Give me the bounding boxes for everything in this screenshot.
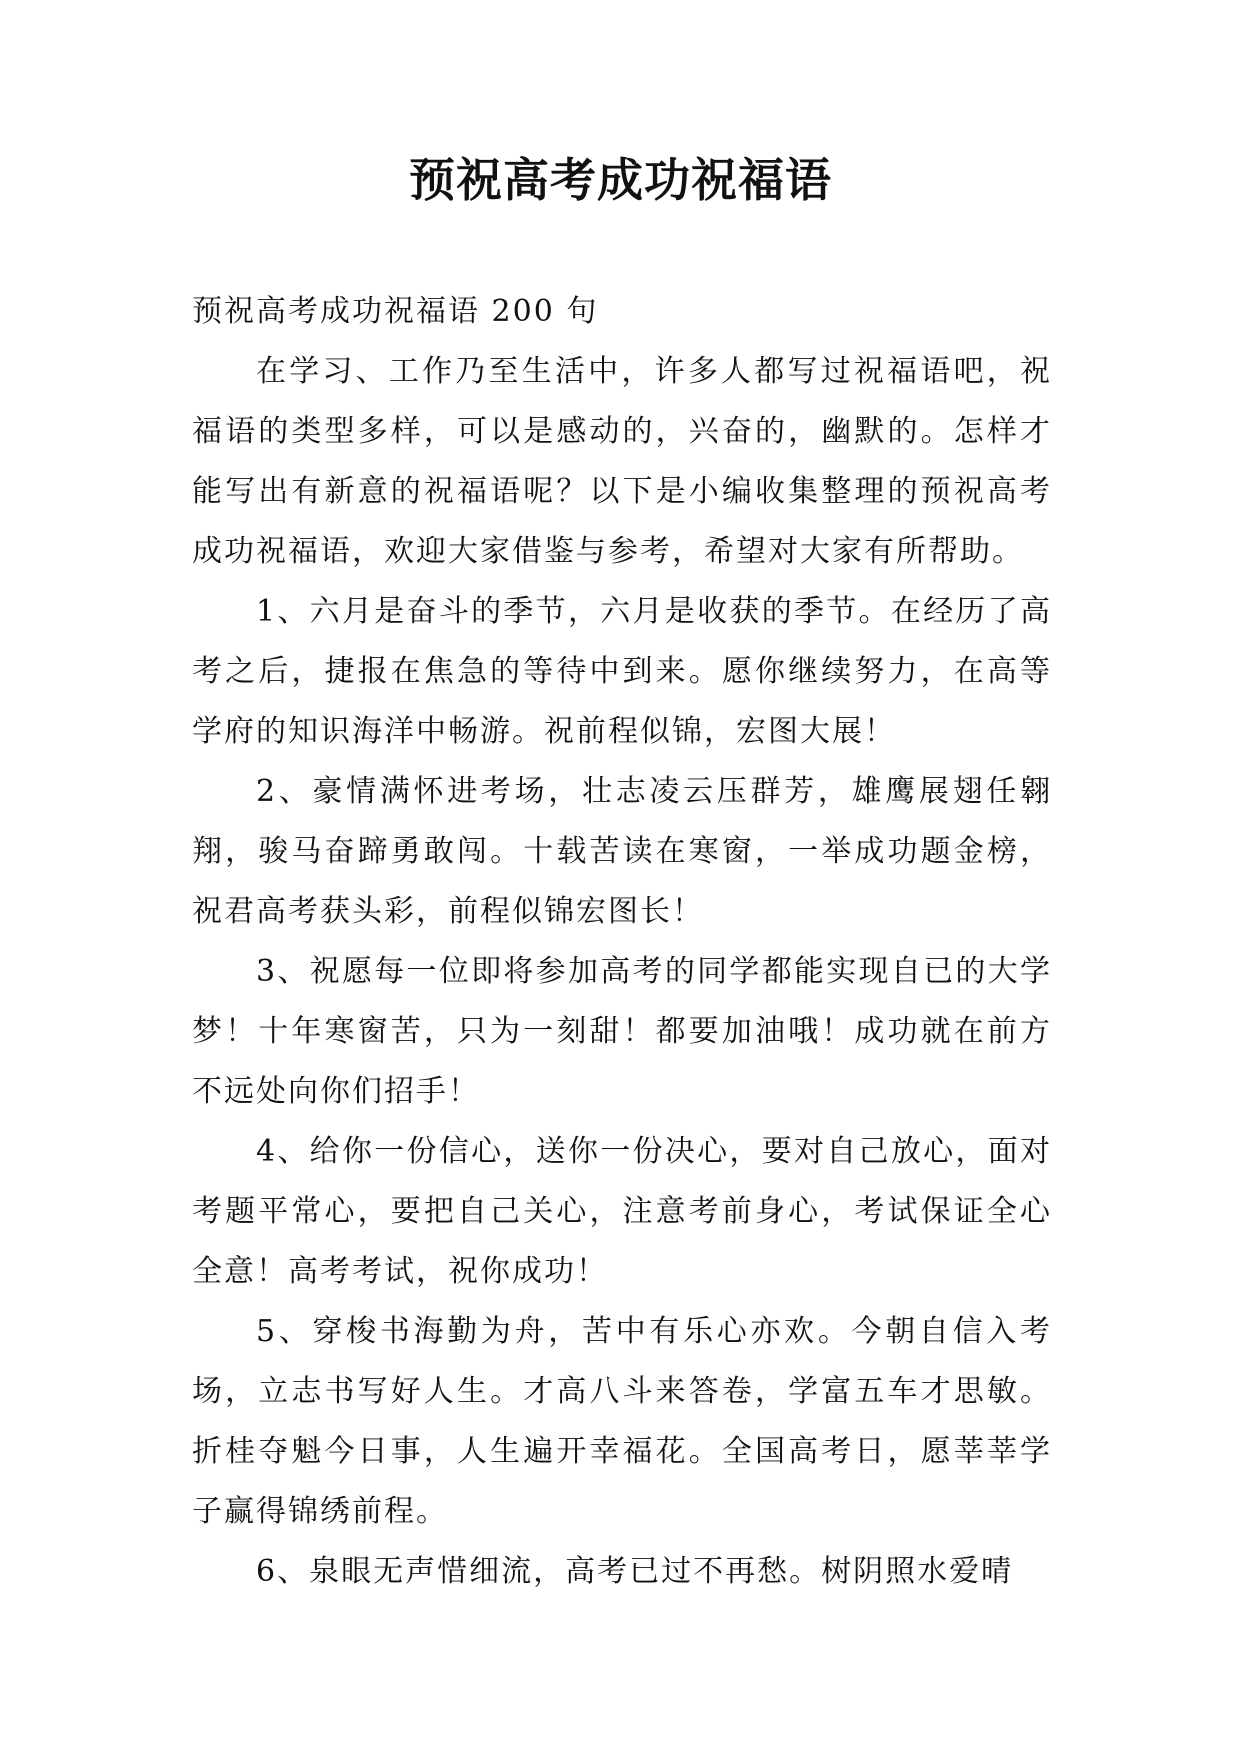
blessing-item-2: 2、豪情满怀进考场，壮志凌云压群芳，雄鹰展翅任翱翔，骏马奋蹄勇敢闯。十载苦读在寒窗，一举成功题金榜，祝君高考获头彩，前程似锦宏图长！	[192, 774, 1052, 929]
blessing-item-4: 4、给你一份信心，送你一份决心，要对自己放心，面对考题平常心，要把自己关心，注意考前身心，考试保证全心全意！高考考试，祝你成功！	[192, 1134, 1052, 1289]
document-subtitle: 预祝高考成功祝福语 200 句	[192, 294, 599, 329]
blessing-item-5: 5、穿梭书海勤为舟，苦中有乐心亦欢。今朝自信入考场，立志书写好人生。才高八斗来答卷，学富五车才思敏。折桂夺魁今日事，人生遍开幸福花。全国高考日，愿莘莘学子赢得锦绣前程。	[192, 1314, 1052, 1529]
blessing-item-3: 3、祝愿每一位即将参加高考的同学都能实现自已的大学梦！十年寒窗苦，只为一刻甜！都要加油哦！成功就在前方不远处向你们招手！	[192, 954, 1052, 1109]
document-body	[192, 282, 1052, 1602]
intro-paragraph: 在学习、工作乃至生活中，许多人都写过祝福语吧，祝福语的类型多样，可以是感动的，兴奋的，幽默的。怎样才能写出有新意的祝福语呢？以下是小编收集整理的预祝高考成功祝福语，欢迎大家借鉴与参考，希望对大家有所帮助。	[192, 354, 1052, 569]
blessing-item-1: 1、六月是奋斗的季节，六月是收获的季节。在经历了高考之后，捷报在焦急的等待中到来。愿你继续努力，在高等学府的知识海洋中畅游。祝前程似锦，宏图大展！	[192, 594, 1052, 749]
blessing-item-6: 6、泉眼无声惜细流，高考已过不再愁。树阴照水爱晴	[256, 1554, 1014, 1589]
document-title: 预祝高考成功祝福语	[409, 153, 832, 207]
